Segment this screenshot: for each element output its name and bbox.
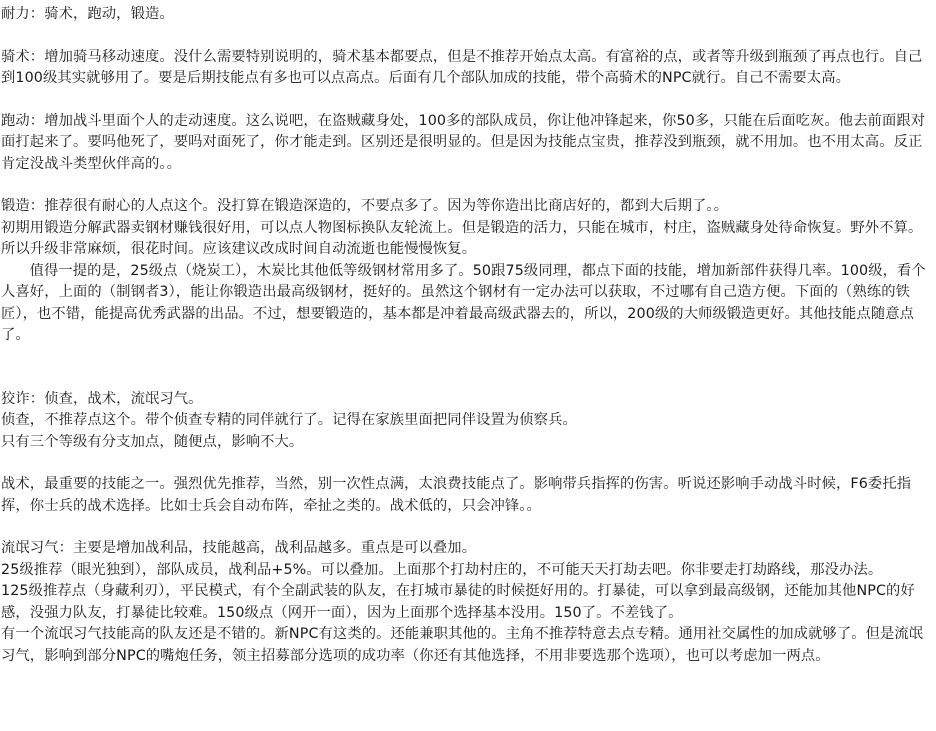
paragraph-smithing-early: 初期用锻造分解武器卖钢材赚钱很好用，可以点人物图标换队友轮流上。但是锻造的活力，只能在城市，村庄，盗贼藏身处待命恢复。野外不算。所以升级非常麻烦，很花时间。应该建议改成时间自动流逝也能慢慢恢复。 [1, 219, 923, 257]
blank-line [1, 453, 926, 474]
paragraph-roguery-companion: 有一个流氓习气技能高的队友还是不错的。新NPC有这类的。还能兼职其他的。主角不推荐特意去点专精。通用社交属性的加成就够了。但是流氓习气，影响到部分NPC的嘴炮任务，领主招募部分选项的成功率（你还有其他选择，不用非要选那个选项），也可以考虑加一两点。 [1, 626, 924, 664]
paragraph-roguery-125: 125级推荐点（身藏利刃），平民模式，有个全副武装的队友，在打城市暴徒的时候挺好用的。打暴徒，可以拿到最高级钢，还能加其他NPC的好感，没强力队友，打暴徒比较难。150级点（网开一面），因为上面那个选择基本没用。150了。不差钱了。 [1, 583, 915, 621]
paragraph-scouting-perks: 只有三个等级有分支加点，随便点，影响不大。 [1, 433, 304, 450]
blank-line [1, 517, 926, 538]
paragraph-cunning-heading: 狡诈：侦查，战术，流氓习气。 [1, 390, 203, 407]
paragraph-scouting: 侦查，不推荐点这个。带个侦查专精的同伴就行了。记得在家族里面把同伴设置为侦察兵。 [1, 412, 577, 428]
paragraph-smithing-intro: 锻造：推荐很有耐心的人点这个。没打算在锻造深造的，不要点多了。因为等你造出比商店好的，都到大后期了。。 [1, 198, 729, 214]
paragraph-roguery-25: 25级推荐（眼光独到），部队成员，战利品+5%。可以叠加。上面那个打劫村庄的，不可能天天打劫去吧。你非要走打劫路线，那没办法。 [1, 561, 883, 578]
blank-line [1, 26, 926, 47]
blank-line [1, 175, 926, 196]
paragraph-running: 跑动：增加战斗里面个人的走动速度。这么说吧，在盗贼藏身处，100多的部队成员，你让他冲锋起来，你50多，只能在后面吃灰。他去前面跟对面打起来了。要吗他死了，要吗对面死了，你才能走到。区别还是很明显的。但是因为技能点宝贵，推荐没到瓶颈，就不用加。也不用太高。反正肯定没战斗类型伙伴高的。。 [1, 112, 926, 172]
paragraph-smithing-perks: 值得一提的是，25级点（烧炭工），木炭比其他低等级钢材常用多了。50跟75级同理，都点下面的技能，增加新部件获得几率。100级，看个人喜好，上面的（制钢者3），能让你锻造出最高级钢材，挺好的。虽然这个钢材有一定办法可以获取，不过哪有自己造方便。下面的（熟练的铁匠），也不错，能提高优秀武器的出品。不过，想要锻造的，基本都是冲着最高级武器去的，所以，200级的大师级锻造更好。其他技能点随意点了。 [1, 262, 926, 343]
blank-line [1, 347, 926, 389]
paragraph-roguery-intro: 流氓习气：主要是增加战利品，技能越高，战利品越多。重点是可以叠加。 [1, 540, 477, 556]
blank-line [1, 90, 926, 111]
paragraph-endurance-heading: 耐力：骑术，跑动，锻造。 [1, 6, 174, 22]
paragraph-tactics: 战术，最重要的技能之一。强烈优先推荐，当然，别一次性点满，太浪费技能点了。影响带兵指挥的伤害。听说还影响手动战斗时候，F6委托指挥，你士兵的战术选择。比如士兵会自动布阵，牵扯之类的。战术低的，只会冲锋。。 [1, 476, 912, 514]
paragraph-riding: 骑术：增加骑马移动速度。没什么需要特别说明的，骑术基本都要点，但是不推荐开始点太高。有富裕的点，或者等升级到瓶颈了再点也行。自己到100级其实就够用了。要是后期技能点有多也可以点高点。后面有几个部队加成的技能，带个高骑术的NPC就行。自己不需要太高。 [1, 48, 923, 86]
